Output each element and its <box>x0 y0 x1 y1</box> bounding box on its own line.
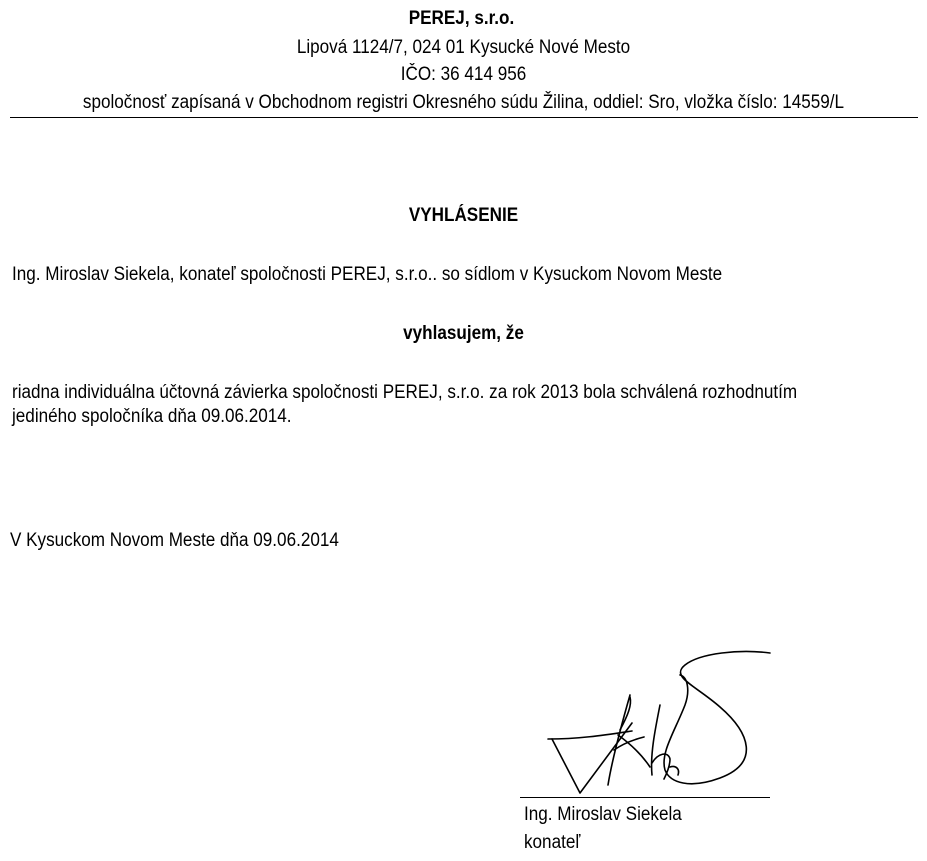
company-registry: spoločnosť zapísaná v Obchodnom registri Okresného súdu Žilina, oddiel: Sro, vložka číslo: 14559/L <box>82 92 845 113</box>
signature-drawing <box>520 635 780 805</box>
signer-name: Ing. Miroslav Siekela <box>524 804 682 825</box>
company-ico: IČO: 36 414 956 <box>400 64 527 85</box>
header-divider <box>10 117 918 118</box>
company-address: Lipová 1124/7, 024 01 Kysucké Nové Mesto <box>296 37 631 58</box>
place-and-date: V Kysuckom Novom Meste dňa 09.06.2014 <box>10 530 339 551</box>
intro-paragraph: Ing. Miroslav Siekela, konateľ spoločnosti PEREJ, s.r.o.. so sídlom v Kysuckom Novom Meste <box>12 264 723 285</box>
handwritten-signature <box>520 635 780 805</box>
declaration-phrase: vyhlasujem, že <box>403 323 524 344</box>
body-line-1: riadna individuálna účtovná závierka spoločnosti PEREJ, s.r.o. za rok 2013 bola schválená rozhodnutím <box>12 382 798 403</box>
signature-line <box>520 797 770 798</box>
signer-role: konateľ <box>524 832 581 853</box>
company-name: PEREJ, s.r.o. <box>408 8 515 29</box>
document-title: VYHLÁSENIE <box>408 205 519 226</box>
body-line-2: jediného spoločníka dňa 09.06.2014. <box>12 406 292 427</box>
